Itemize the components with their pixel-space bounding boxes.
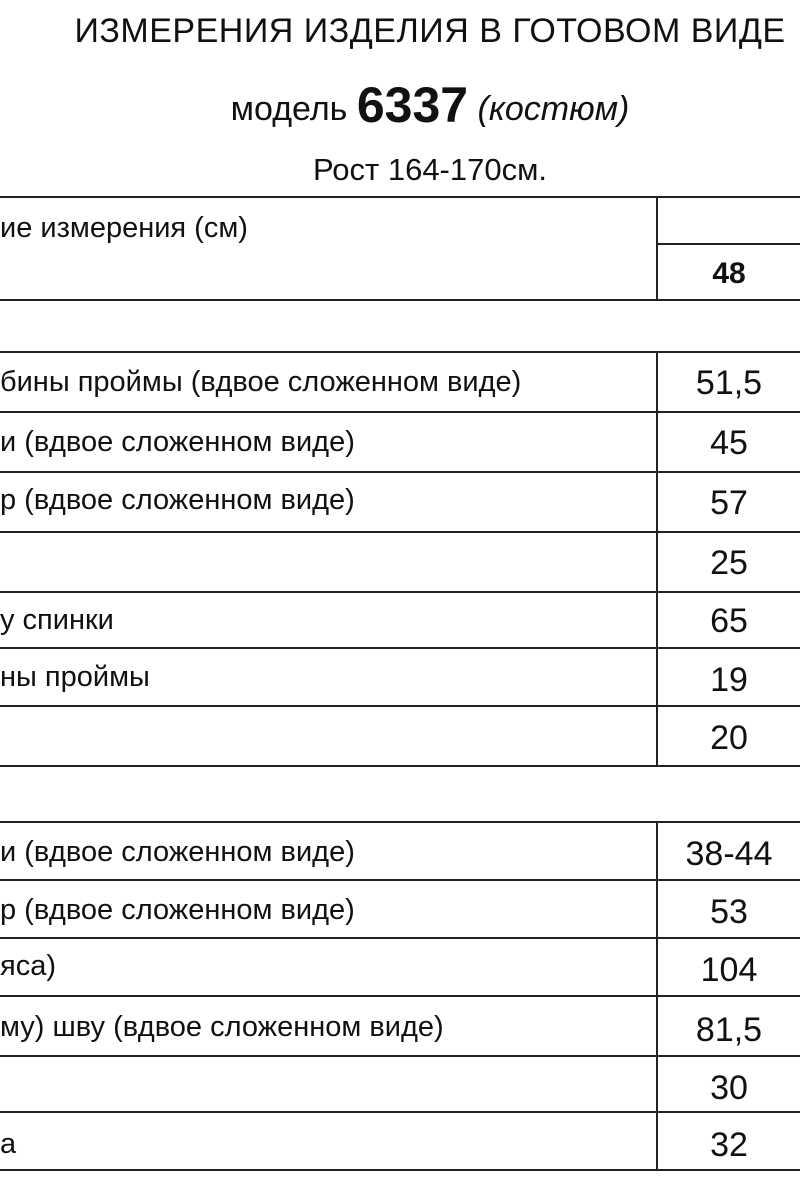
table-row-value: 51,5	[695, 364, 763, 402]
table-row-value: 57	[710, 484, 748, 522]
table-border	[0, 411, 800, 413]
table-border	[0, 591, 800, 593]
model-number: 6337	[356, 77, 469, 133]
table-border	[0, 821, 800, 823]
document-title: ИЗМЕРЕНИЯ ИЗДЕЛИЯ В ГОТОВОМ ВИДЕ	[74, 12, 786, 50]
table-border	[0, 351, 800, 353]
table-row-value: 45	[710, 424, 748, 462]
table-row-label: у спинки	[0, 604, 114, 636]
table-border	[0, 531, 800, 533]
table-border	[0, 995, 800, 997]
table-row-value: 19	[710, 661, 748, 699]
table-row-value: 30	[710, 1069, 748, 1107]
table-border	[0, 299, 800, 301]
model-line	[0, 76, 800, 134]
table-row-label: бины проймы (вдвое сложенном виде)	[0, 366, 522, 398]
table-row-value: 65	[710, 602, 748, 640]
table-border	[0, 647, 800, 649]
header-label: ие измерения (см)	[0, 212, 248, 244]
table-border	[0, 705, 800, 707]
table-row-value: 81,5	[695, 1011, 763, 1049]
height-range: Рост 164-170см.	[312, 152, 548, 187]
table-border	[658, 243, 800, 245]
table-row-label: и (вдвое сложенном виде)	[0, 426, 355, 458]
table-border	[0, 471, 800, 473]
table-border	[0, 1111, 800, 1113]
table-border	[0, 879, 800, 881]
table-row-label: ны проймы	[0, 661, 150, 693]
table-border	[0, 765, 800, 767]
model-suffix: (костюм)	[477, 90, 630, 128]
table-border	[0, 1169, 800, 1171]
table-row-value: 32	[710, 1126, 748, 1164]
table-row-label: а	[0, 1128, 17, 1160]
table-row-label: р (вдвое сложенном виде)	[0, 894, 355, 926]
table-row-value: 20	[710, 719, 748, 757]
table-row-label: и (вдвое сложенном виде)	[0, 836, 355, 868]
table-row-label: р (вдвое сложенном виде)	[0, 484, 355, 516]
table-row-value: 53	[710, 893, 748, 931]
table-row-value: 25	[710, 544, 748, 582]
table-row-value: 104	[700, 951, 758, 989]
table-row-value: 38-44	[685, 835, 773, 873]
size-header: 48	[712, 257, 746, 290]
table-border	[0, 937, 800, 939]
table-border	[0, 196, 800, 198]
table-row-label: яса)	[0, 950, 56, 982]
table-row-label: му) шву (вдвое сложенном виде)	[0, 1011, 444, 1043]
table-border	[656, 821, 658, 1171]
model-prefix: модель	[230, 90, 348, 128]
table-border	[0, 1055, 800, 1057]
